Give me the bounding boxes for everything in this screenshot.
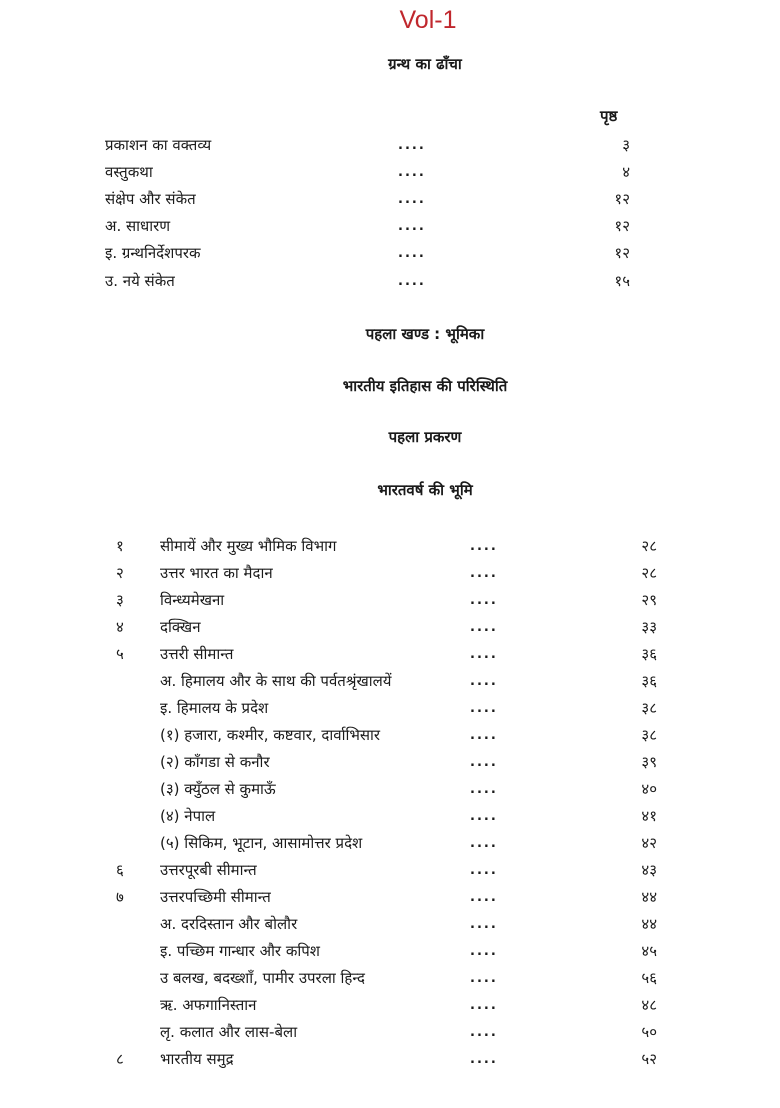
chapter-heading: पहला प्रकरण (388, 428, 462, 446)
entry-title: अ. हिमालय और के साथ की पर्वतश्रृंखालयें (160, 672, 392, 690)
entry-number: ७ (116, 888, 124, 906)
entry-title: उ बलख, बदख्शाँ, पामीर उपरला हिन्द (160, 969, 365, 987)
leader-dots: .... (470, 1052, 498, 1067)
toc-entry[interactable] (0, 884, 780, 911)
entry-number: ४ (116, 618, 124, 636)
toc-entry[interactable] (0, 587, 780, 614)
toc-entry[interactable] (0, 268, 780, 295)
entry-title: इ. हिमालय के प्रदेश (160, 699, 269, 717)
entry-number: ६ (116, 861, 124, 879)
leader-dots: .... (470, 971, 498, 986)
toc-entry[interactable] (0, 533, 780, 560)
leader-dots: .... (398, 138, 426, 153)
entry-page: ५६ (641, 969, 657, 987)
leader-dots: .... (470, 566, 498, 581)
toc-subentry[interactable] (0, 1019, 780, 1046)
toc-subentry[interactable] (0, 695, 780, 722)
entry-title: अ. दरदिस्तान और बोलौर (160, 915, 298, 933)
entry-number: ५ (116, 645, 124, 663)
toc-subentry[interactable] (0, 911, 780, 938)
toc-subentry[interactable] (0, 668, 780, 695)
toc-entry[interactable] (0, 857, 780, 884)
entry-page: ३३ (641, 618, 657, 636)
entry-title: वस्तुकथा (105, 163, 153, 181)
leader-dots: .... (470, 890, 498, 905)
toc-subentry[interactable] (0, 965, 780, 992)
entry-page: २८ (641, 537, 657, 555)
toc-entry[interactable] (0, 132, 780, 159)
leader-dots: .... (470, 836, 498, 851)
entry-page: १२ (614, 244, 630, 262)
entry-page: ३ (622, 136, 630, 154)
toc-entry[interactable] (0, 641, 780, 668)
part-subtitle: भारतीय इतिहास की परिस्थिति (342, 377, 508, 395)
entry-page: ५० (641, 1023, 657, 1041)
entry-page: १५ (614, 272, 630, 290)
entry-number: ८ (116, 1050, 124, 1068)
entry-title: संक्षेप और संकेत (105, 190, 196, 208)
leader-dots: .... (470, 944, 498, 959)
entry-page: ३९ (641, 753, 657, 771)
entry-title: अ. साधारण (105, 217, 171, 235)
leader-dots: .... (398, 246, 426, 261)
entry-title: विन्ध्यमेखना (160, 591, 225, 609)
leader-dots: .... (470, 728, 498, 743)
leader-dots: .... (470, 917, 498, 932)
entry-page: ४१ (641, 807, 657, 825)
entry-title: लृ. कलात और लास-बेला (160, 1023, 298, 1041)
entry-page: ४४ (641, 888, 657, 906)
entry-page: १२ (614, 217, 630, 235)
leader-dots: .... (470, 755, 498, 770)
entry-page: ४२ (641, 834, 657, 852)
entry-title: दक्खिन (160, 618, 201, 636)
toc-subentry[interactable] (0, 749, 780, 776)
leader-dots: .... (470, 620, 498, 635)
leader-dots: .... (470, 998, 498, 1013)
toc-entry[interactable] (0, 159, 780, 186)
leader-dots: .... (470, 782, 498, 797)
entry-title: (३) क्युँठल से कुमाऊँ (160, 780, 276, 798)
entry-title: (१) हजारा, कश्मीर, कष्टवार, दार्वाभिसार (160, 726, 381, 744)
leader-dots: .... (470, 1025, 498, 1040)
entry-title: उ. नये संकेत (105, 272, 175, 290)
leader-dots: .... (470, 701, 498, 716)
entry-title: उत्तरपूरबी सीमान्त (160, 861, 257, 879)
chapter-title: भारतवर्ष की भूमि (377, 481, 473, 499)
entry-number: १ (116, 537, 124, 555)
entry-page: ३६ (641, 672, 657, 690)
entry-page: ३८ (641, 699, 657, 717)
toc-subentry[interactable] (0, 803, 780, 830)
page-title: ग्रन्थ का ढाँचा (388, 55, 462, 73)
entry-title: इ. पच्छिम गान्धार और कपिश (160, 942, 320, 960)
toc-subentry[interactable] (0, 992, 780, 1019)
entry-title: प्रकाशन का वक्तव्य (105, 136, 212, 154)
entry-page: १२ (614, 190, 630, 208)
toc-entry[interactable] (0, 560, 780, 587)
entry-title: उत्तरपच्छिमी सीमान्त (160, 888, 271, 906)
toc-subentry[interactable] (0, 938, 780, 965)
entry-title: (५) सिकिम, भूटान, आसामोत्तर प्रदेश (160, 834, 363, 852)
entry-page: ५२ (641, 1050, 657, 1068)
entry-title: ऋ. अफगानिस्तान (160, 996, 257, 1014)
toc-subentry[interactable] (0, 830, 780, 857)
entry-number: २ (116, 564, 124, 582)
leader-dots: .... (398, 274, 426, 289)
entry-page: ४ (622, 163, 630, 181)
entry-title: (२) कॉंगडा से कनौर (160, 753, 270, 771)
entry-page: ४० (641, 780, 657, 798)
part-heading: पहला खण्ड : भूमिका (365, 325, 485, 343)
toc-subentry[interactable] (0, 722, 780, 749)
leader-dots: .... (398, 219, 426, 234)
entry-number: ३ (116, 591, 124, 609)
leader-dots: .... (470, 647, 498, 662)
leader-dots: .... (470, 809, 498, 824)
entry-title: उत्तर भारत का मैदान (160, 564, 273, 582)
entry-page: ४४ (641, 915, 657, 933)
toc-entry[interactable] (0, 614, 780, 641)
toc-entry[interactable] (0, 186, 780, 213)
toc-subentry[interactable] (0, 776, 780, 803)
entry-title: (४) नेपाल (160, 807, 216, 825)
leader-dots: .... (470, 539, 498, 554)
page-column-header: पृष्ठ (600, 107, 618, 125)
leader-dots: .... (398, 165, 426, 180)
toc-entry[interactable] (0, 213, 780, 240)
entry-page: ४३ (641, 861, 657, 879)
volume-label: Vol-1 (399, 6, 457, 34)
entry-title: उत्तरी सीमान्त (160, 645, 234, 663)
entry-title: सीमायें और मुख्य भौमिक विभाग (160, 537, 337, 555)
leader-dots: .... (470, 863, 498, 878)
leader-dots: .... (398, 192, 426, 207)
leader-dots: .... (470, 593, 498, 608)
entry-page: २९ (641, 591, 657, 609)
toc-entry[interactable] (0, 240, 780, 267)
entry-page: ४५ (641, 942, 657, 960)
entry-page: २८ (641, 564, 657, 582)
entry-title: इ. ग्रन्थनिर्देशपरक (105, 244, 201, 262)
entry-page: ३८ (641, 726, 657, 744)
entry-page: ४८ (641, 996, 657, 1014)
entry-page: ३६ (641, 645, 657, 663)
leader-dots: .... (470, 674, 498, 689)
toc-entry[interactable] (0, 1046, 780, 1073)
entry-title: भारतीय समुद्र (160, 1050, 234, 1068)
